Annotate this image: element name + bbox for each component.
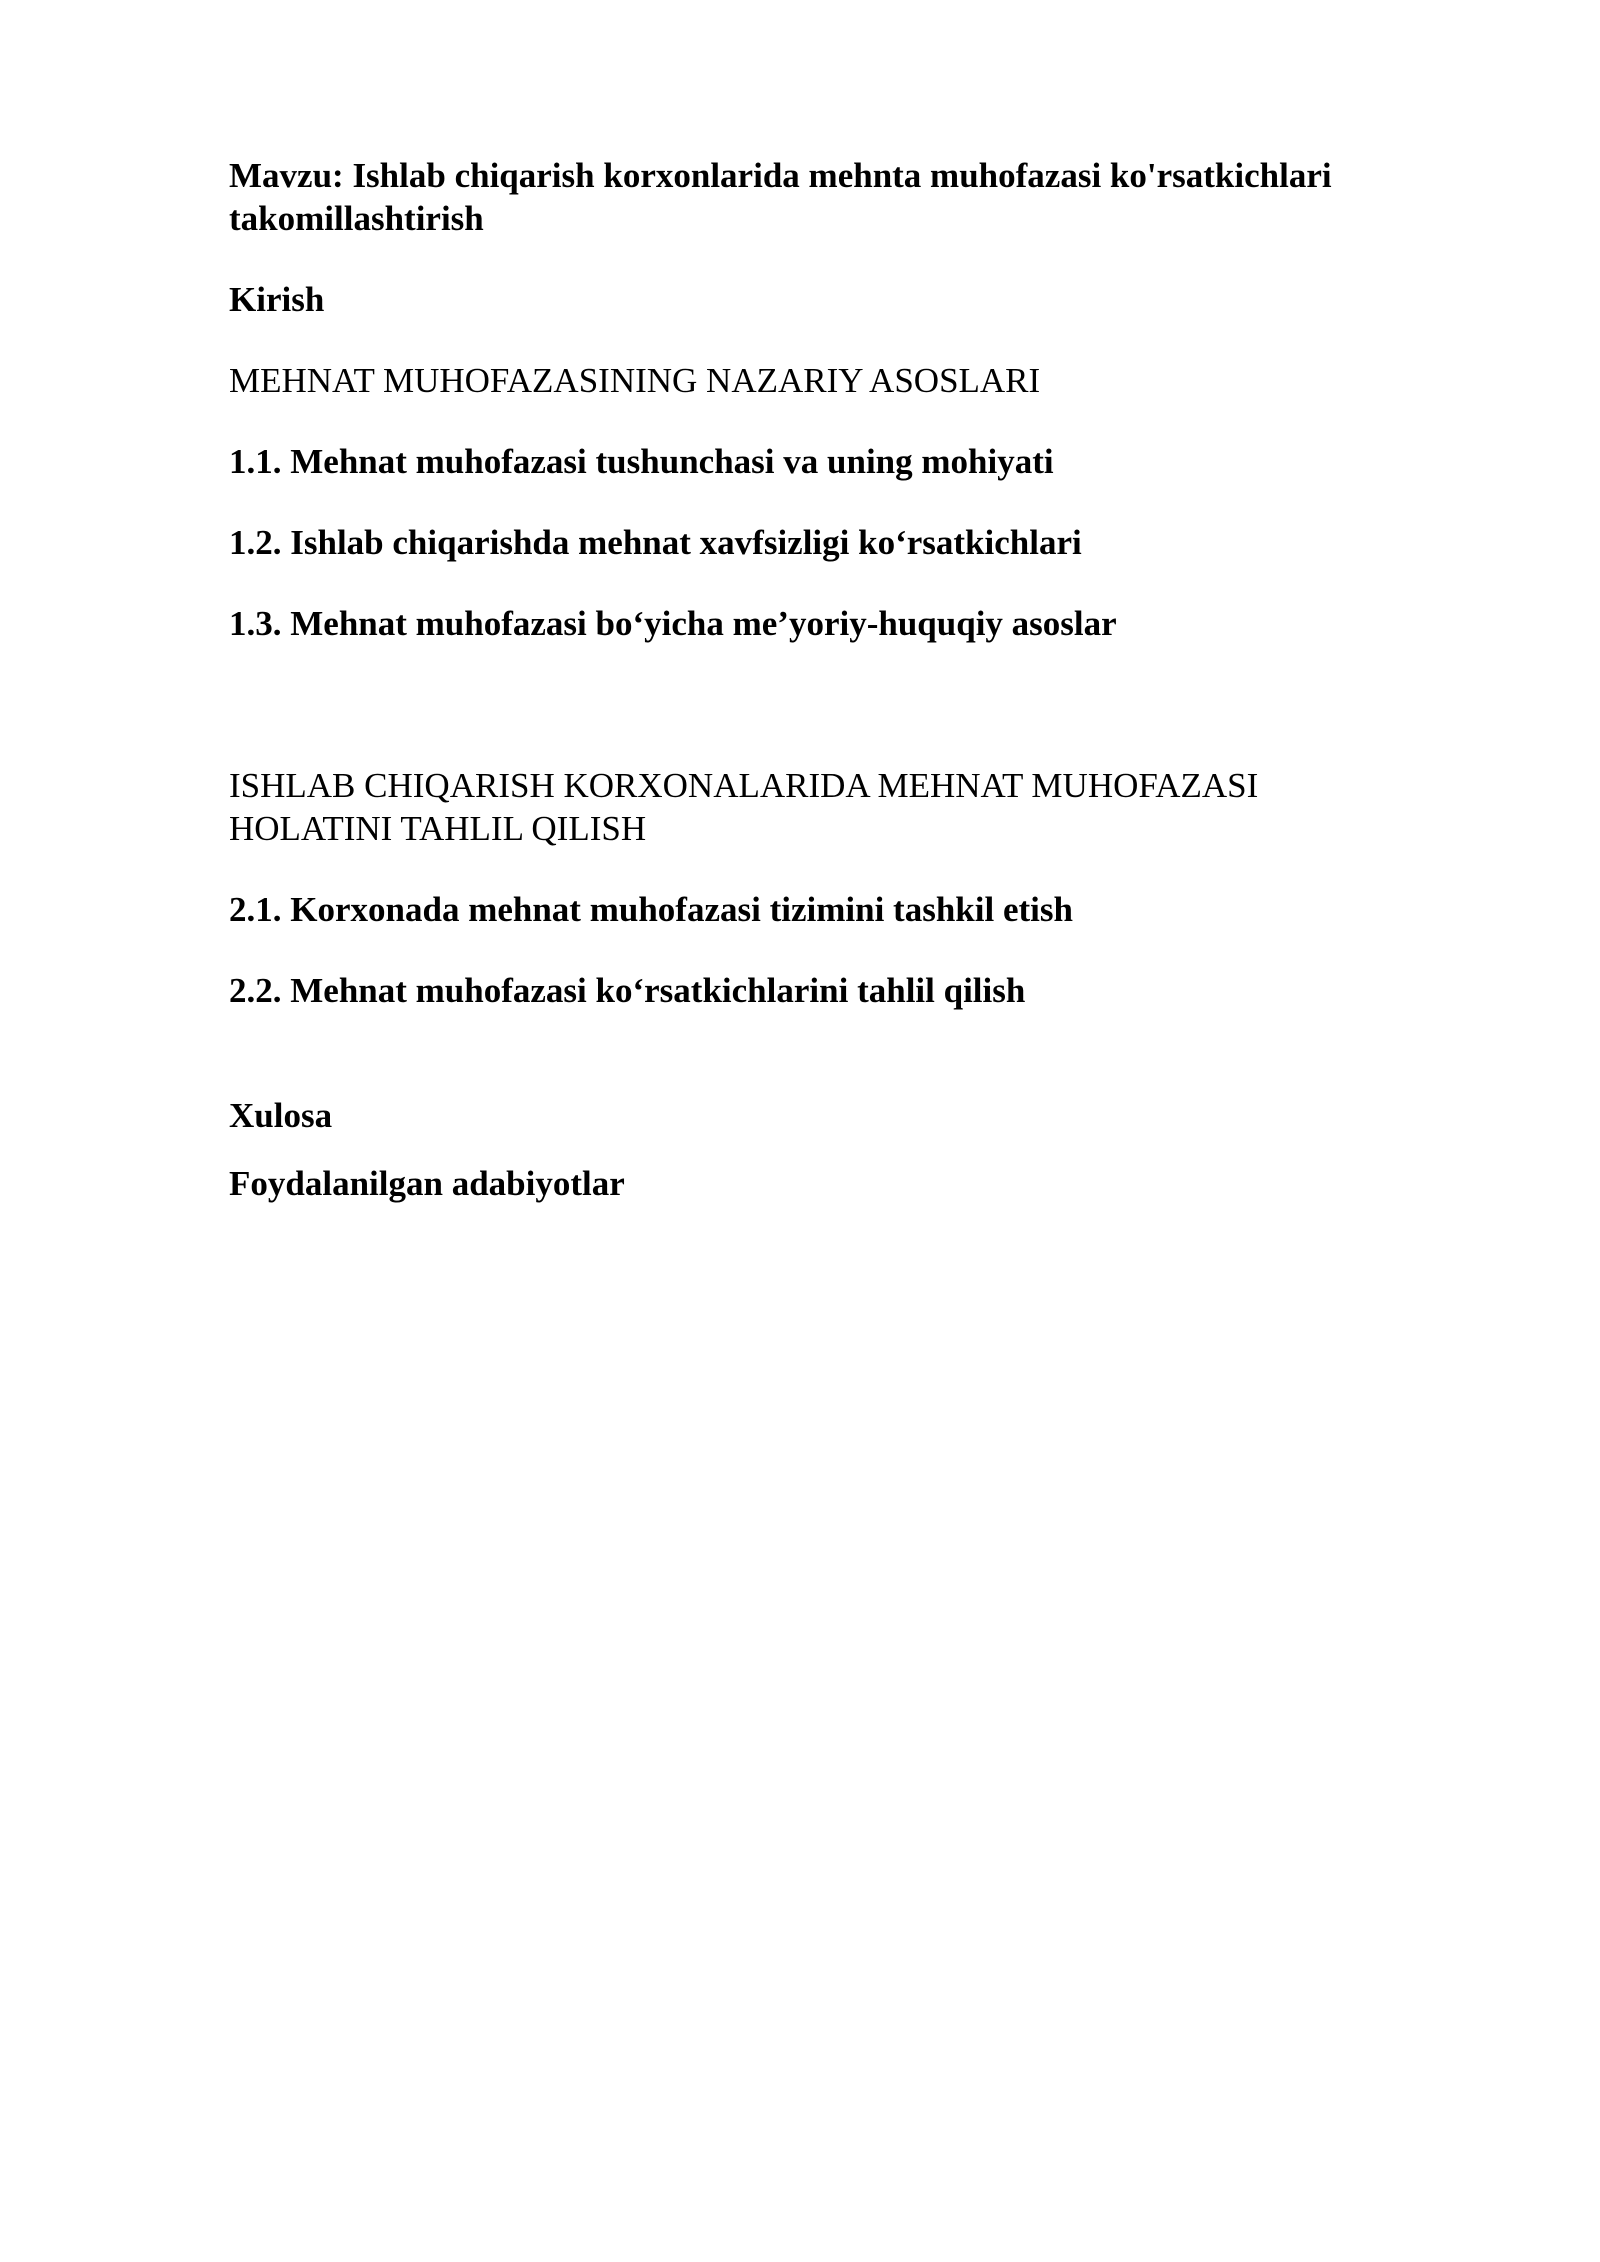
chapter2-title-line-1: ISHLAB CHIQARISH KORXONALARIDA MEHNAT MUHOFAZASI [229, 766, 1259, 805]
section-1-1: 1.1. Mehnat muhofazasi tushunchasi va uning mohiyati [229, 442, 1054, 481]
section-2-2: 2.2. Mehnat muhofazasi ko‘rsatkichlarini tahlil qilish [229, 971, 1026, 1010]
section-1-2: 1.2. Ishlab chiqarishda mehnat xavfsizligi ko‘rsatkichlari [229, 523, 1082, 562]
references-heading: Foydalanilgan adabiyotlar [229, 1164, 625, 1203]
section-1-3: 1.3. Mehnat muhofazasi bo‘yicha me’yoriy-huquqiy asoslar [229, 604, 1117, 643]
chapter2-title-line-2: HOLATINI TAHLIL QILISH [229, 809, 647, 848]
topic-title-line-2: takomillashtirish [229, 199, 484, 238]
conclusion-heading: Xulosa [229, 1096, 333, 1135]
section-2-1: 2.1. Korxonada mehnat muhofazasi tizimini tashkil etish [229, 890, 1073, 929]
topic-title-line-1: Mavzu: Ishlab chiqarish korxonlarida mehnta muhofazasi ko'rsatkichlari [229, 156, 1332, 195]
intro-heading: Kirish [229, 280, 325, 319]
chapter1-title: MEHNAT MUHOFAZASINING NAZARIY ASOSLARI [229, 361, 1041, 400]
